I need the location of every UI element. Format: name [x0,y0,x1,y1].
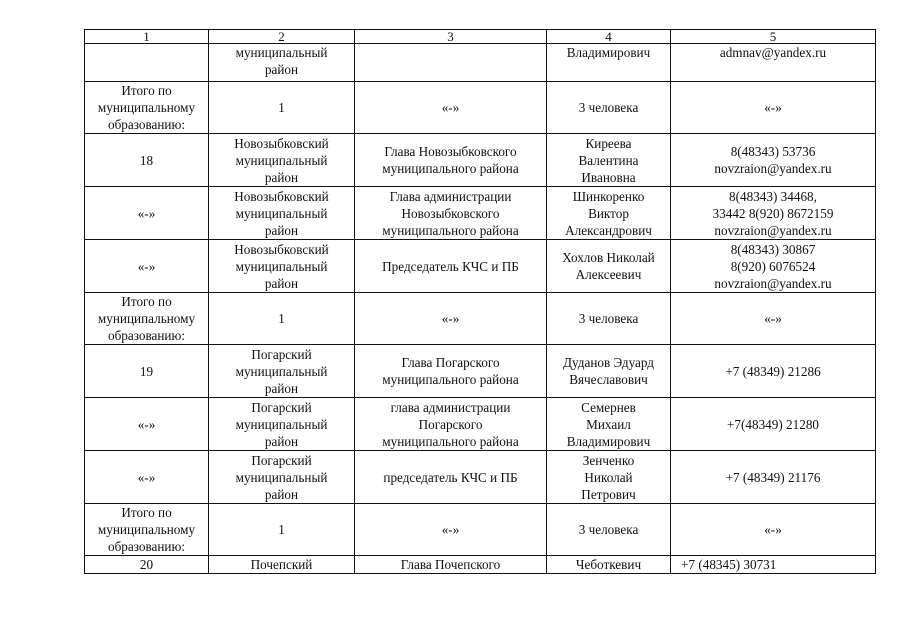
cell-contacts-text: +7 (48345) 30731 [681,557,777,572]
cell-municipality-text: Погарский муниципальный район [235,399,328,449]
cell-municipality-text: 1 [278,311,285,326]
cell-person-name [547,345,671,398]
cell-number [85,504,209,556]
table-row [85,240,876,293]
cell-position-text: «-» [441,522,460,537]
cell-person-name-text: Владимирович [566,45,651,60]
cell-number [85,240,209,293]
cell-number-text: Итого по муниципальному образованию: [97,294,196,343]
cell-municipality [209,82,355,134]
cell-position [355,187,547,240]
cell-municipality-text: Погарский муниципальный район [235,346,328,396]
table-row [85,451,876,504]
cell-contacts-text: +7 (48349) 21176 [725,469,821,485]
table-row [85,134,876,187]
cell-person-name-text: Чеботкевич [575,557,642,572]
cell-contacts-text: «-» [764,100,782,115]
cell-contacts-text: +7(48349) 21280 [726,416,820,432]
cell-position [355,293,547,345]
cell-contacts-text: +7 (48349) 21286 [725,363,821,379]
cell-municipality-text: Почепский [250,557,313,572]
contacts-table [84,29,876,574]
cell-person-name-text: Киреева Валентина Ивановна [578,135,639,185]
cell-municipality [209,44,355,82]
table-body [85,44,876,574]
cell-number-text: Итого по муниципальному образованию: [97,83,196,132]
cell-number [85,293,209,345]
cell-person-name-text: 3 человека [578,100,639,115]
cell-municipality [209,240,355,293]
cell-number [85,451,209,504]
cell-number-text: 19 [139,363,154,379]
cell-contacts [671,240,876,293]
cell-position-text: Председатель КЧС и ПБ [382,258,519,274]
cell-contacts [671,293,876,345]
cell-municipality-text: Новозыбковский муниципальный район [234,135,329,185]
cell-number [85,134,209,187]
table-row [85,398,876,451]
cell-person-name [547,44,671,82]
cell-number [85,44,209,82]
column-number-5: 5 [671,30,876,44]
cell-position-text: «-» [441,311,460,326]
cell-position [355,82,547,134]
cell-position-text: «-» [441,100,460,115]
table-row [85,187,876,240]
cell-number [85,398,209,451]
cell-number-text: 18 [139,152,154,168]
cell-contacts-text: «-» [764,522,782,537]
cell-position [355,240,547,293]
cell-position [355,556,547,574]
cell-contacts [671,134,876,187]
cell-municipality-text: муниципальный район [235,45,328,77]
cell-position [355,345,547,398]
table-row [85,293,876,345]
cell-person-name [547,134,671,187]
cell-municipality-text: Новозыбковский муниципальный район [234,188,329,238]
cell-person-name-text: Зенченко Николай Петрович [581,452,636,502]
table-row [85,44,876,82]
cell-contacts-text: 8(48343) 34468, 33442 8(920) 8672159 novzraion@yandex.ru [712,188,834,238]
cell-municipality [209,187,355,240]
cell-position-text: глава администрации Погарского муниципального района [382,399,519,449]
cell-municipality [209,504,355,556]
table-row [85,556,876,574]
cell-municipality [209,293,355,345]
column-number-4: 4 [547,30,671,44]
cell-number [85,187,209,240]
cell-position-text: Глава Погарского муниципального района [382,355,519,387]
cell-contacts [671,345,876,398]
table-row [85,82,876,134]
cell-municipality [209,398,355,451]
cell-municipality [209,345,355,398]
cell-person-name-text: Шинкоренко Виктор Александрович [565,188,652,238]
cell-position [355,398,547,451]
cell-person-name [547,556,671,574]
cell-number-text: Итого по муниципальному образованию: [97,505,196,554]
cell-number [85,345,209,398]
column-number-3: 3 [355,30,547,44]
cell-person-name-text: 3 человека [578,311,639,326]
cell-contacts [671,451,876,504]
cell-municipality-text: Погарский муниципальный район [235,452,328,502]
table-row [85,345,876,398]
cell-position-text: Глава Новозыбковского муниципального района [382,144,519,176]
cell-contacts [671,556,876,574]
cell-person-name-text: Хохлов Николай Алексеевич [562,250,655,282]
table-row [85,504,876,556]
cell-contacts [671,187,876,240]
cell-contacts [671,44,876,82]
cell-person-name [547,398,671,451]
cell-position [355,451,547,504]
cell-contacts [671,82,876,134]
cell-contacts-text: «-» [764,311,782,326]
cell-contacts-text: 8(48343) 30867 8(920) 6076524 novzraion@yandex.ru [714,241,832,291]
cell-number-text: «-» [137,416,156,432]
cell-municipality [209,556,355,574]
cell-municipality [209,451,355,504]
cell-number-text: «-» [137,205,156,221]
cell-position-text: Глава Почепского [400,557,501,572]
cell-position [355,134,547,187]
cell-number-text: 20 [139,557,154,572]
column-number-2: 2 [209,30,355,44]
cell-number-text: «-» [137,469,156,485]
cell-position-text: Глава администрации Новозыбковского муниципального района [382,188,519,238]
cell-municipality [209,134,355,187]
cell-person-name [547,82,671,134]
cell-number [85,556,209,574]
cell-position-text: председатель КЧС и ПБ [383,469,518,485]
cell-contacts [671,504,876,556]
cell-person-name [547,451,671,504]
cell-position [355,504,547,556]
cell-number [85,82,209,134]
cell-person-name-text: Дуданов Эдуард Вячеславович [563,355,654,387]
cell-person-name [547,240,671,293]
cell-contacts-text: admnav@yandex.ru [719,45,827,60]
header-row [85,30,876,44]
cell-person-name [547,293,671,345]
column-number-1: 1 [85,30,209,44]
cell-contacts [671,398,876,451]
cell-municipality-text: 1 [278,522,285,537]
cell-municipality-text: Новозыбковский муниципальный район [234,241,329,291]
cell-number-text: «-» [137,258,156,274]
cell-person-name-text: Семернев Михаил Владимирович [566,399,651,449]
cell-municipality-text: 1 [278,100,285,115]
cell-person-name [547,187,671,240]
cell-person-name [547,504,671,556]
cell-position [355,44,547,82]
cell-person-name-text: 3 человека [578,522,639,537]
cell-contacts-text: 8(48343) 53736 novzraion@yandex.ru [714,144,832,176]
